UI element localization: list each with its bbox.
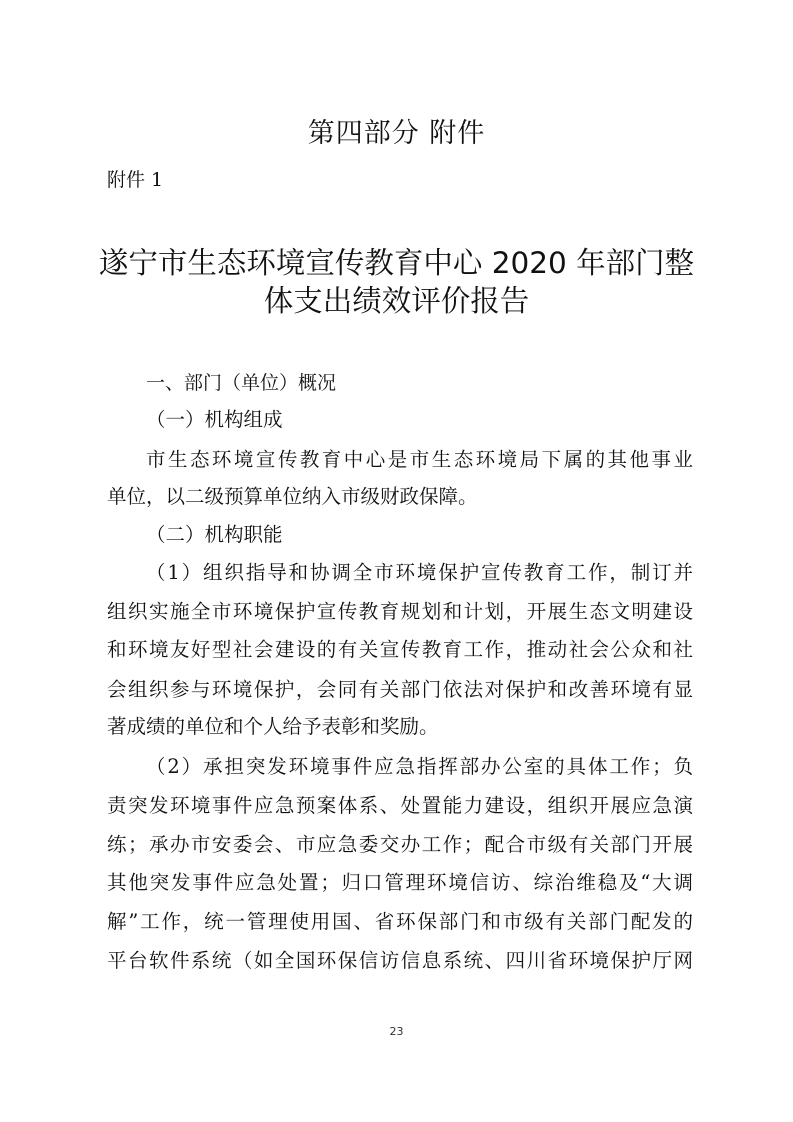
page-number: 23 xyxy=(389,1025,404,1038)
paragraph-line: 著成绩的单位和个人给予表彰和奖励。 xyxy=(107,715,439,738)
paragraph-line: 解”工作，统一管理使用国、省环保部门和市级有关部门配发的 xyxy=(107,910,693,933)
section-heading-overview: 一、部门（单位）概况 xyxy=(146,372,337,394)
paragraph-line: （1）组织指导和协调全市环境保护宣传教育工作，制订并 xyxy=(146,561,693,584)
paragraph-line: 练；承办市安委会、市应急委交办工作；配合市级有关部门开展 xyxy=(107,833,693,856)
paragraph-line: 责突发环境事件应急预案体系、处置能力建设，组织开展应急演 xyxy=(107,794,693,817)
subsection-heading-composition: （一）机构组成 xyxy=(146,408,283,431)
report-title-line-2: 体支出绩效评价报告 xyxy=(263,284,530,318)
paragraph-line: 组织实施全市环境保护宣传教育规划和计划，开展生态文明建设 xyxy=(107,600,693,623)
paragraph-line: （2）承担突发环境事件应急指挥部办公室的具体工作；负 xyxy=(146,755,693,778)
report-title-line-1: 遂宁市生态环境宣传教育中心 2020 年部门整 xyxy=(98,246,695,280)
paragraph-line: 和环境友好型社会建设的有关宣传教育工作，推动社会公众和社 xyxy=(107,638,693,661)
paragraph-line: 平台软件系统（如全国环保信访信息系统、四川省环境保护厅网 xyxy=(107,949,693,972)
paragraph-line: 会组织参与环境保护，会同有关部门依法对保护和改善环境有显 xyxy=(107,678,693,701)
paragraph-line: 单位，以二级预算单位纳入市级财政保障。 xyxy=(107,485,478,508)
subsection-heading-functions: （二）机构职能 xyxy=(146,523,283,546)
part-title: 第四部分 附件 xyxy=(307,118,486,149)
paragraph-line: 市生态环境宣传教育中心是市生态环境局下属的其他事业 xyxy=(146,448,693,471)
paragraph-line: 其他突发事件应急处置；归口管理环境信访、综治维稳及“大调 xyxy=(107,871,693,894)
attachment-label: 附件 1 xyxy=(107,169,164,191)
